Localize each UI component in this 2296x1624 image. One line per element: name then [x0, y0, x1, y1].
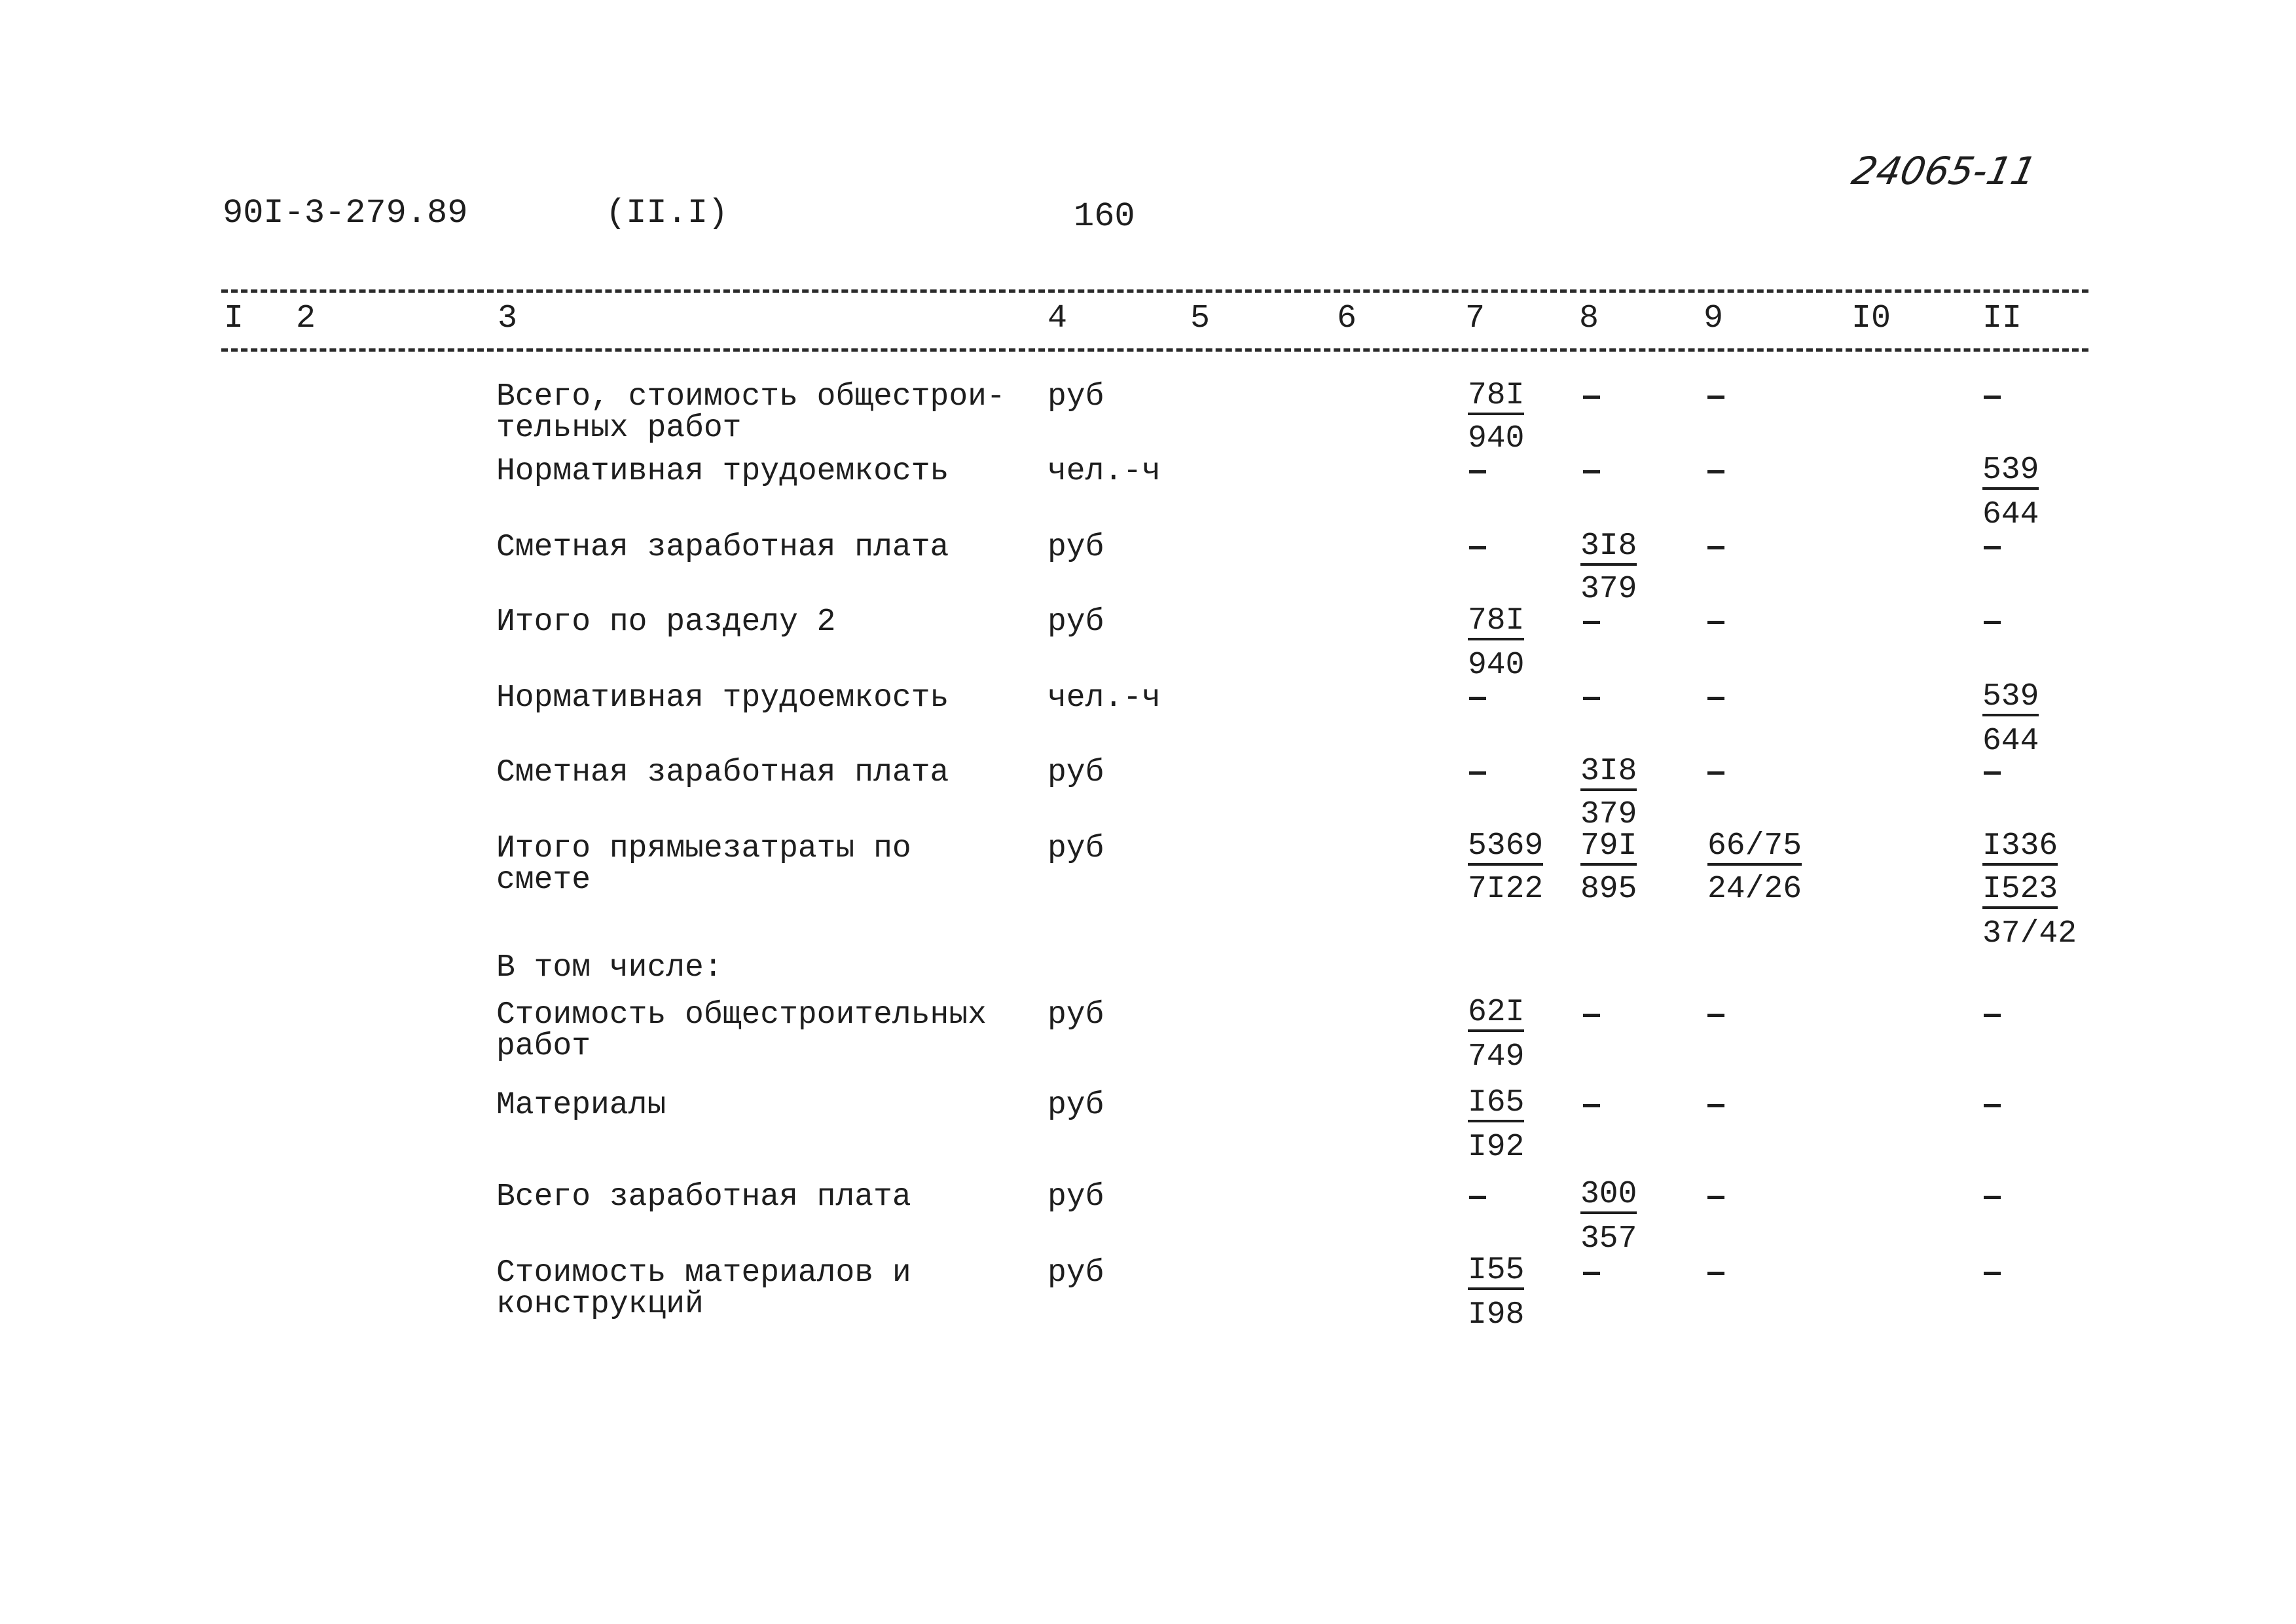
dash-mark	[1707, 396, 1724, 399]
cell-value-top: 3I8	[1580, 756, 1637, 791]
cell-value-top: 539	[1982, 454, 2039, 490]
cell-value-bottom: 895	[1580, 872, 1637, 907]
dash-mark	[1583, 1104, 1600, 1107]
row-unit: руб	[1048, 604, 1104, 640]
dash-mark	[1984, 1104, 2001, 1107]
row-label: Стоимость общестроительных работ	[496, 997, 987, 1064]
cell-value-top: 62I	[1468, 997, 1524, 1032]
column-number-2: 2	[296, 300, 316, 337]
dash-mark	[1583, 1014, 1600, 1017]
handwritten-number: 24065-11	[1848, 149, 2041, 193]
dash-mark	[1984, 546, 2001, 549]
cell-value-bottom: 644	[1982, 724, 2039, 759]
cell-value-bottom: 357	[1580, 1221, 1637, 1257]
cell-value-top: 5369	[1468, 830, 1543, 866]
cell-value-top: 78I	[1468, 605, 1524, 640]
cell-value-bottom: 940	[1468, 648, 1525, 683]
section-code: (II.I)	[606, 194, 729, 232]
row-label: Всего заработная плата	[496, 1179, 911, 1215]
dash-mark	[1583, 697, 1600, 700]
cell-value-bottom: 37/42	[1982, 916, 2077, 951]
cell-value-bottom: 24/26	[1707, 872, 1802, 907]
column-number-8: 8	[1579, 300, 1599, 337]
row-unit: чел.-ч	[1048, 680, 1161, 716]
row-unit: руб	[1048, 831, 1104, 866]
dash-mark	[1707, 1014, 1724, 1017]
cell-value-bottom: 379	[1580, 797, 1637, 832]
cell-value-top: I55	[1468, 1255, 1524, 1290]
dash-mark	[1469, 1196, 1486, 1199]
row-unit: руб	[1048, 1088, 1104, 1123]
row-unit: чел.-ч	[1048, 454, 1161, 489]
dash-mark	[1707, 621, 1724, 624]
cell-value-top: I336	[1982, 830, 2058, 866]
column-number-7: 7	[1465, 300, 1485, 337]
dash-mark	[1984, 771, 2001, 775]
page-number: 160	[1074, 197, 1135, 236]
row-label: Всего, стоимость общестрои- тельных работ	[496, 379, 1006, 446]
row-label: Сметная заработная плата	[496, 755, 949, 790]
cell-value-bottom: I92	[1468, 1130, 1525, 1165]
row-label: Сметная заработная плата	[496, 530, 949, 565]
cell-value-top: 300	[1580, 1179, 1637, 1214]
dash-mark	[1707, 771, 1724, 775]
dash-mark	[1707, 470, 1724, 473]
cell-value-bottom: 7I22	[1468, 872, 1544, 907]
cell-value-bottom: 379	[1580, 572, 1637, 607]
column-number-5: 5	[1190, 300, 1211, 337]
dash-mark	[1707, 697, 1724, 700]
row-label: Итого по разделу 2	[496, 604, 836, 640]
dash-mark	[1707, 1196, 1724, 1199]
column-number-9: 9	[1704, 300, 1724, 337]
dash-mark	[1583, 396, 1600, 399]
dash-mark	[1984, 1272, 2001, 1275]
dash-mark	[1583, 470, 1600, 473]
dash-mark	[1469, 546, 1486, 549]
cell-value-bottom: 940	[1468, 421, 1525, 456]
cell-value-bottom: 644	[1982, 497, 2039, 532]
dash-mark	[1984, 621, 2001, 624]
dash-mark	[1583, 1272, 1600, 1275]
header-rule-top	[221, 289, 2088, 293]
row-unit: руб	[1048, 1179, 1104, 1215]
column-number-10: I0	[1851, 300, 1891, 337]
header-rule-bottom	[221, 348, 2088, 352]
row-unit: руб	[1048, 379, 1104, 415]
row-unit: руб	[1048, 1255, 1104, 1291]
cell-value-top: 3I8	[1580, 530, 1637, 566]
row-label: Стоимость материалов и конструкций	[496, 1255, 911, 1322]
dash-mark	[1707, 546, 1724, 549]
row-label: Нормативная трудоемкость	[496, 454, 949, 489]
row-unit: руб	[1048, 997, 1104, 1033]
dash-mark	[1707, 1104, 1724, 1107]
document-code: 90I-3-279.89	[223, 194, 468, 232]
cell-value-top: 78I	[1468, 380, 1524, 415]
dash-mark	[1469, 697, 1486, 700]
column-number-4: 4	[1048, 300, 1068, 337]
subsection-label: В том числе:	[496, 950, 723, 986]
dash-mark	[1984, 396, 2001, 399]
dash-mark	[1707, 1272, 1724, 1275]
column-number-11: II	[1982, 300, 2022, 337]
cell-value-top: 66/75	[1707, 830, 1802, 866]
row-unit: руб	[1048, 530, 1104, 565]
column-number-6: 6	[1337, 300, 1357, 337]
dash-mark	[1984, 1196, 2001, 1199]
cell-value-middle: I523	[1982, 874, 2058, 909]
row-label: Материалы	[496, 1088, 666, 1123]
dash-mark	[1984, 1014, 2001, 1017]
column-number-3: 3	[498, 300, 518, 337]
cell-value-top: 79I	[1580, 830, 1637, 866]
cell-value-top: 539	[1982, 681, 2039, 716]
cell-value-bottom: I98	[1468, 1297, 1525, 1333]
dash-mark	[1469, 470, 1486, 473]
cell-value-top: I65	[1468, 1087, 1524, 1122]
dash-mark	[1469, 771, 1486, 775]
row-label: Итого прямыезатраты по смете	[496, 831, 911, 898]
row-label: Нормативная трудоемкость	[496, 680, 949, 716]
dash-mark	[1583, 621, 1600, 624]
column-number-1: I	[224, 300, 244, 337]
cell-value-bottom: 749	[1468, 1039, 1525, 1075]
row-unit: руб	[1048, 755, 1104, 790]
